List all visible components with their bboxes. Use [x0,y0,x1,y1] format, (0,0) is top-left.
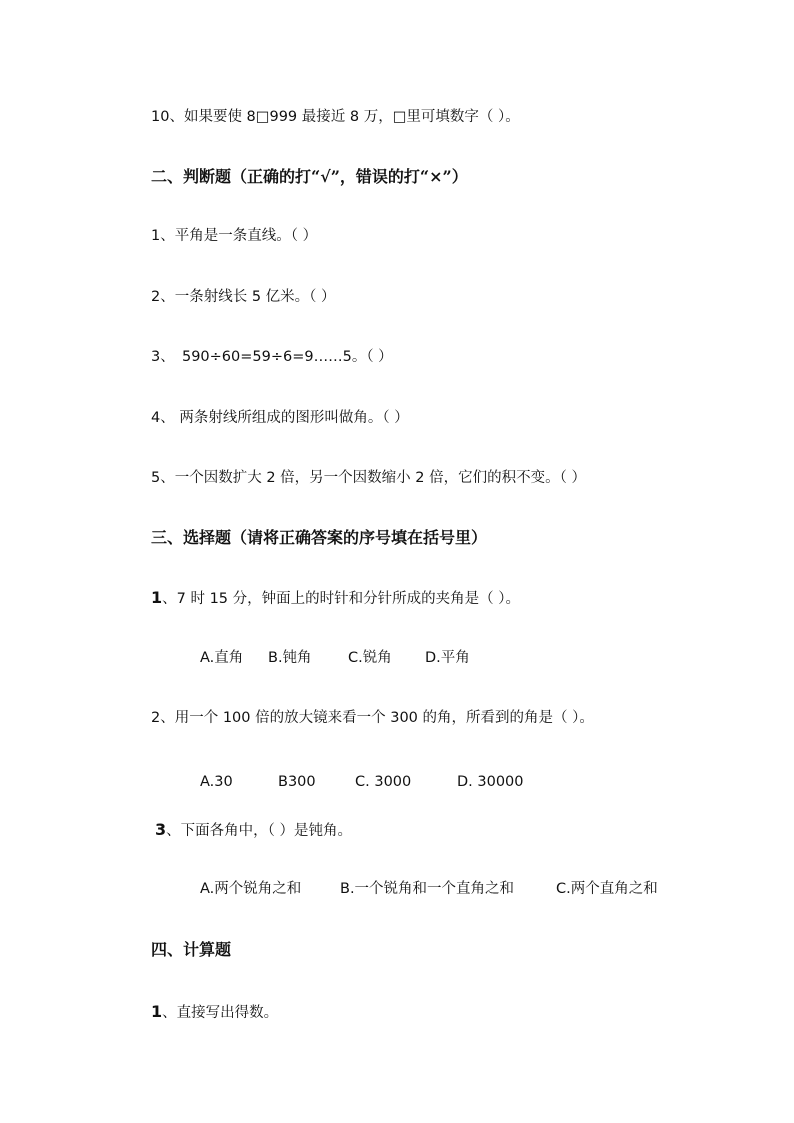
choice-question-2: 2、用一个 100 倍的放大镜来看一个 300 的角，所看到的角是（ ）。 [151,710,594,726]
judge-item-3: 3、 590÷60=59÷6=9……5。（ ） [151,349,393,365]
calc-question-1 [151,1002,278,1023]
choice-3-number: 3 [155,820,167,839]
section-2-title: 二、判断题（正确的打“√”，错误的打“×”） [151,167,468,186]
judge-item-4: 4、 两条射线所组成的图形叫做角。（ ） [151,410,409,426]
judge-item-1: 1、平角是一条直线。（ ） [151,228,318,244]
calc-1-text: 、直接写出得数。 [162,1005,279,1021]
choice-2-option-d: D. 30000 [457,774,524,790]
choice-1-option-d: D.平角 [425,650,470,666]
choice-3-option-c: C.两个直角之和 [556,881,658,897]
choice-1-option-a: A.直角 [200,650,244,666]
section-3-title: 三、选择题（请将正确答案的序号填在括号里） [151,528,488,547]
choice-3-option-b: B.一个锐角和一个直角之和 [340,881,515,897]
judge-item-2: 2、一条射线长 5 亿米。（ ） [151,289,336,305]
choice-1-number: 1 [151,588,163,607]
choice-3-option-a: A.两个锐角之和 [200,881,302,897]
choice-2-option-b: B300 [278,774,316,790]
choice-question-1 [151,588,520,609]
choice-2-option-c: C. 3000 [355,774,412,790]
calc-1-number: 1 [151,1002,163,1021]
choice-question-3 [155,820,352,841]
choice-1-text: 、7 时 15 分，钟面上的时针和分针所成的夹角是（ ）。 [162,591,521,607]
section-4-title: 四、计算题 [151,940,232,959]
question-10: 10、如果要使 8□999 最接近 8 万，□里可填数字（ ）。 [151,109,520,125]
judge-item-5: 5、一个因数扩大 2 倍，另一个因数缩小 2 倍，它们的积不变。（ ） [151,470,586,486]
choice-2-option-a: A.30 [200,774,233,790]
choice-3-text: 、下面各角中，（ ）是钝角。 [166,823,352,839]
choice-1-option-b: B.钝角 [268,650,312,666]
choice-1-option-c: C.锐角 [348,650,392,666]
